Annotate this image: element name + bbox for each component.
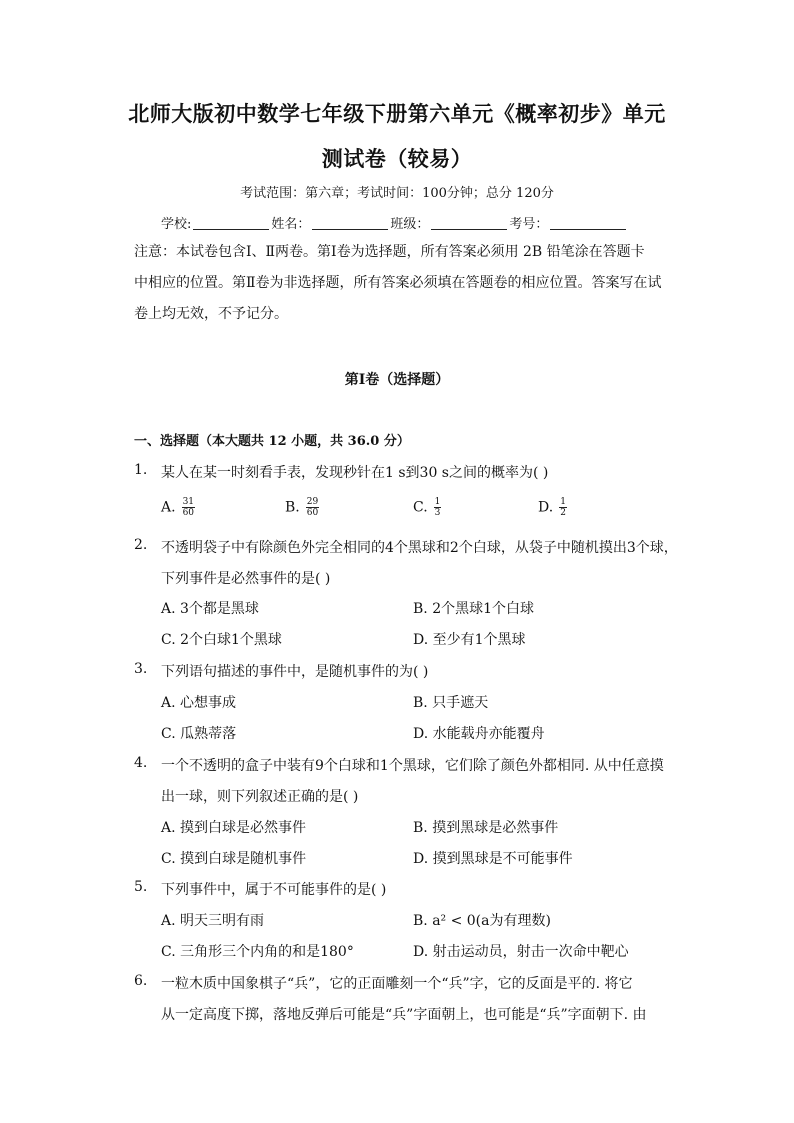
part-header: 一、选择题（本大题共 12 小题，共 36.0 分） [134, 434, 410, 449]
option-c[interactable]: C. 瓜熟蒂落 [161, 726, 237, 742]
name-blank[interactable] [312, 217, 388, 230]
option-label: C. [413, 499, 428, 516]
option-d[interactable]: D. 水能载舟亦能覆舟 [413, 726, 545, 742]
question-stem: 出一球，则下列叙述正确的是( ) [161, 789, 359, 805]
fraction [559, 497, 567, 518]
option-c[interactable] [413, 497, 441, 518]
question-number: 5. [134, 879, 148, 895]
name-label: 姓名： [271, 217, 311, 232]
option-b[interactable]: B. 只手遮天 [413, 695, 489, 711]
question-number: 2. [134, 537, 148, 553]
question-stem: 从一定高度下掷，落地反弹后可能是“兵”字面朝上，也可能是“兵”字面朝下. 由 [161, 1007, 647, 1023]
question-stem: 下列语句描述的事件中，是随机事件的为( ) [161, 664, 429, 680]
school-blank[interactable] [193, 217, 269, 230]
denominator: 2 [560, 508, 566, 518]
option-b[interactable] [285, 497, 319, 518]
exam-scope-line: 考试范围：第六章；考试时间：100分钟；总分 120分 [240, 186, 554, 201]
numerator: 31 [182, 497, 195, 507]
option-label: A. [161, 499, 176, 516]
exam-notice [134, 237, 664, 330]
denominator: 60 [182, 508, 195, 518]
numerator: 29 [306, 497, 319, 507]
numerator: 1 [434, 497, 441, 507]
class-blank[interactable] [431, 217, 507, 230]
question-number: 6. [134, 973, 148, 989]
question-number: 4. [134, 755, 148, 771]
option-c[interactable]: C. 2个白球1个黑球 [161, 632, 282, 648]
option-a[interactable] [161, 497, 195, 518]
question-stem: 一个不透明的盒子中装有9个白球和1个黑球，它们除了颜色外都相同. 从中任意摸 [161, 758, 664, 774]
option-b[interactable]: B. 摸到黑球是必然事件 [413, 820, 559, 836]
option-a[interactable]: A. 心想事成 [161, 695, 237, 711]
question-number: 1. [134, 462, 148, 478]
notice-line: 中相应的位置。第Ⅱ卷为非选择题，所有答案必须填在答题卷的相应位置。答案写在试 [134, 275, 662, 291]
fraction [306, 497, 319, 518]
exam-title-line-1: 北师大版初中数学七年级下册第六单元《概率初步》单元 [128, 101, 666, 126]
fraction [182, 497, 195, 518]
option-d[interactable]: D. 摸到黑球是不可能事件 [413, 851, 573, 867]
student-info-line [161, 213, 628, 232]
option-d[interactable]: D. 至少有1个黑球 [413, 632, 526, 648]
question-stem: 不透明袋子中有除颜色外完全相同的4个黑球和2个白球，从袋子中随机摸出3个球， [161, 540, 678, 556]
notice-line: 卷上均无效，不予记分。 [134, 306, 288, 322]
exam-number-label: 考号： [509, 217, 549, 232]
option-a[interactable]: A. 摸到白球是必然事件 [161, 820, 307, 836]
school-label: 学校: [161, 217, 192, 232]
option-b[interactable]: B. 2个黑球1个白球 [413, 601, 535, 617]
question-number: 3. [134, 661, 148, 677]
option-b[interactable]: B. a² < 0(a为有理数) [413, 913, 551, 929]
option-d[interactable]: D. 射击运动员，射击一次命中靶心 [413, 944, 629, 960]
option-c[interactable]: C. 摸到白球是随机事件 [161, 851, 307, 867]
exam-title-line-2: 测试卷（较易） [321, 146, 473, 171]
option-c[interactable]: C. 三角形三个内角的和是180° [161, 944, 354, 960]
question-stem: 某人在某一时刻看手表，发现秒针在1 s到30 s之间的概率为( ) [161, 465, 549, 481]
option-a[interactable]: A. 3个都是黑球 [161, 601, 259, 617]
section-title: 第Ⅰ卷（选择题） [344, 372, 450, 388]
option-a[interactable]: A. 明天三明有雨 [161, 913, 265, 929]
notice-line: 注意：本试卷包含Ⅰ、Ⅱ两卷。第Ⅰ卷为选择题，所有答案必须用 2B 铅笔涂在答题卡 [134, 244, 645, 260]
numerator: 1 [560, 497, 566, 507]
question-stem: 下列事件中，属于不可能事件的是( ) [161, 882, 387, 898]
option-label: D. [538, 499, 554, 516]
question-stem: 一粒木质中国象棋子“兵”，它的正面雕刻一个“兵”字，它的反面是平的. 将它 [161, 976, 633, 992]
fraction [434, 497, 442, 518]
denominator: 3 [434, 508, 441, 518]
denominator: 60 [306, 508, 319, 518]
option-label: B. [285, 499, 300, 516]
option-d[interactable] [538, 497, 567, 518]
question-stem: 下列事件是必然事件的是( ) [161, 571, 331, 587]
class-label: 班级： [390, 217, 430, 232]
exam-number-blank[interactable] [550, 217, 626, 230]
